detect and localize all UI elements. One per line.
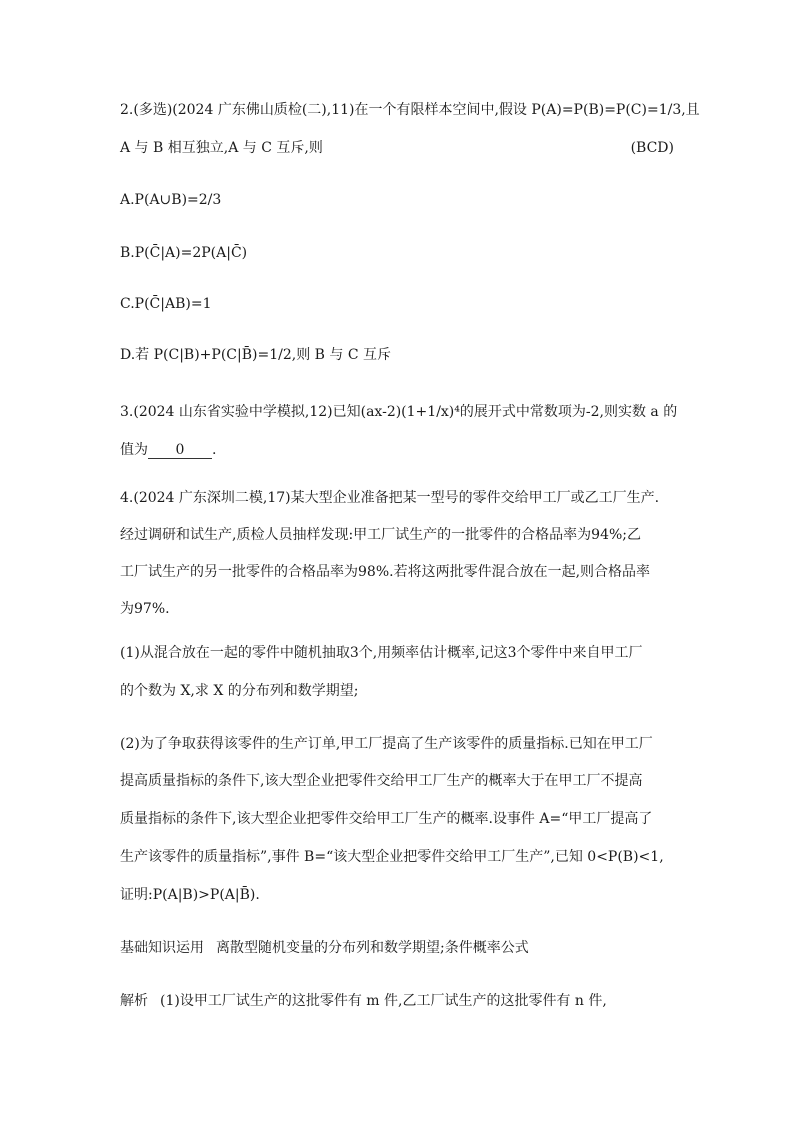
- solution: [120, 991, 607, 1011]
- q4-part1-line-1: (1)从混合放在一起的零件中随机抽取3个,用频率估计概率,记这3个零件中来自甲工厂: [120, 645, 643, 661]
- q4-stem-line-4: 为97%.: [120, 601, 170, 617]
- q4-part2-line-1: (2)为了争取获得该零件的生产订单,甲工厂提高了生产该零件的质量指标.已知在甲工厂: [120, 736, 653, 752]
- q4-part2-line-2: 提高质量指标的条件下,该大型企业把零件交给甲工厂生产的概率大于在甲工厂不提高: [120, 773, 643, 789]
- solution-content: (1)设甲工厂试生产的这批零件有 m 件,乙工厂试生产的这批零件有 n 件,: [160, 993, 607, 1009]
- q4-stem-line-1: 4.(2024 广东深圳二模,17)某大型企业准备把某一型号的零件交给甲工厂或乙工厂生产.: [120, 490, 660, 506]
- basics-content: 离散型随机变量的分布列和数学期望;条件概率公式: [216, 940, 529, 956]
- q3-answer-blank: 0: [148, 442, 212, 459]
- q2-stem-line-2: A 与 B 相互独立,A 与 C 互斥,则: [120, 140, 323, 156]
- q4-part2-line-3: 质量指标的条件下,该大型企业把零件交给甲工厂生产的概率.设事件 A=“甲工厂提高了: [120, 811, 653, 827]
- solution-label: 解析: [120, 993, 148, 1009]
- q2-stem-line-1: 2.(多选)(2024 广东佛山质检(二),11)在一个有限样本空间中,假设 P(A)=P(B)=P(C)=1/3,且: [120, 102, 700, 118]
- q4-part2-line-4: 生产该零件的质量指标”,事件 B=“该大型企业把零件交给甲工厂生产”,已知 0<P(B)<1,: [120, 849, 664, 865]
- q4-stem-line-3: 工厂试生产的另一批零件的合格品率为98%.若将这两批零件混合放在一起,则合格品率: [120, 564, 651, 580]
- q3-stem-line-1: 3.(2024 山东省实验中学模拟,12)已知(ax-2)(1+1/x)⁴的展开式中常数项为-2,则实数 a 的: [120, 404, 678, 420]
- basics-label: 基础知识运用: [120, 940, 204, 956]
- q2-option-a: A.P(A∪B)=2/3: [120, 192, 222, 208]
- basic-knowledge: [120, 938, 529, 958]
- q3-suffix: .: [212, 442, 217, 458]
- q2-option-d: D.若 P(C|B)+P(C|B̄)=1/2,则 B 与 C 互斥: [120, 347, 391, 363]
- q3-stem-line-2: [120, 440, 216, 460]
- q2-option-b: B.P(C̄|A)=2P(A|C̄): [120, 245, 248, 261]
- q4-stem-line-2: 经过调研和试生产,质检人员抽样发现:甲工厂试生产的一批零件的合格品率为94%;乙: [120, 527, 641, 543]
- q2-option-c: C.P(C̄|AB)=1: [120, 296, 212, 312]
- q4-part2-line-5: 证明:P(A|B)>P(A|B̄).: [120, 887, 260, 903]
- q2-answer: (BCD): [630, 140, 674, 156]
- q4-part1-line-2: 的个数为 X,求 X 的分布列和数学期望;: [120, 683, 359, 699]
- q3-prefix: 值为: [120, 442, 148, 458]
